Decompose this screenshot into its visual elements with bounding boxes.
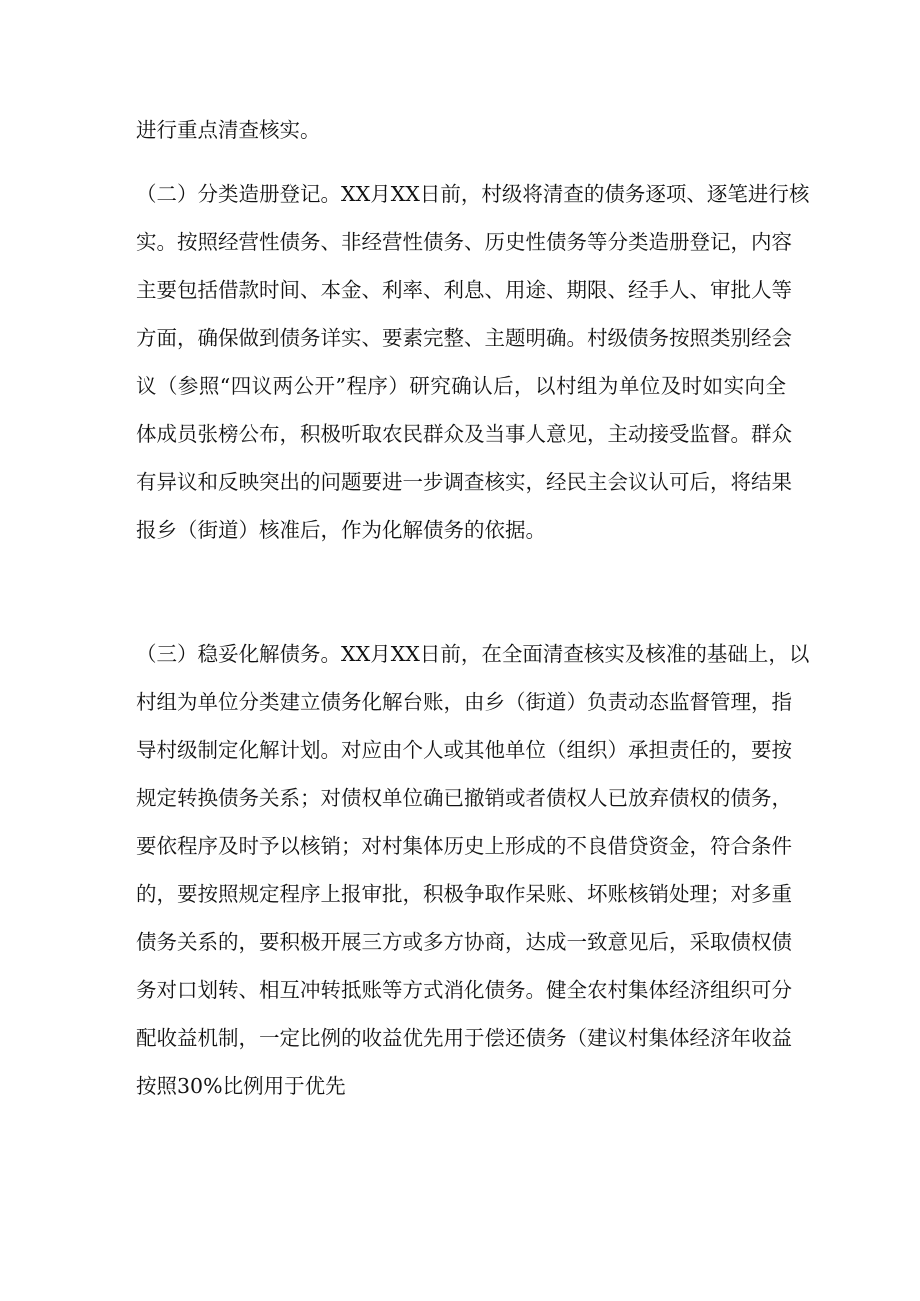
paragraph-2-line-7: 有异议和反映突出的问题要进一步调查核实，经民主会议认可后，将结果 — [136, 470, 792, 494]
paragraph-1-line-1: 进行重点清查核实。 — [136, 118, 321, 142]
paragraph-3-line-8: 务对口划转、相互冲转抵账等方式消化债务。健全农村集体经济组织可分 — [136, 978, 792, 1002]
paragraph-2-line-3: 主要包括借款时间、本金、利率、利息、用途、期限、经手人、审批人等 — [136, 278, 792, 302]
paragraph-2-line-5: 议（参照“四议两公开”程序）研究确认后，以村组为单位及时如实向全 — [136, 374, 786, 398]
paragraph-3-line-1: （三）稳妥化解债务。XX月XX日前，在全面清查核实及核准的基础上，以 — [136, 642, 810, 666]
paragraph-2-line-8: 报乡（街道）核准后，作为化解债务的依据。 — [136, 518, 546, 542]
paragraph-3-line-9: 配收益机制，一定比例的收益优先用于偿还债务（建议村集体经济年收益 — [136, 1026, 792, 1050]
paragraph-3-line-7: 债务关系的，要积极开展三方或多方协商，达成一致意见后，采取债权债 — [136, 930, 792, 954]
paragraph-3-line-5: 要依程序及时予以核销；对村集体历史上形成的不良借贷资金，符合条件 — [136, 834, 792, 858]
paragraph-2-line-4: 方面，确保做到债务详实、要素完整、主题明确。村级债务按照类别经会 — [136, 326, 792, 350]
paragraph-2-line-6: 体成员张榜公布，积极听取农民群众及当事人意见，主动接受监督。群众 — [136, 422, 792, 446]
paragraph-2-line-2: 实。按照经营性债务、非经营性债务、历史性债务等分类造册登记，内容 — [136, 230, 792, 254]
paragraph-3-line-10: 按照30%比例用于优先 — [136, 1074, 346, 1098]
paragraph-2-line-1: （二）分类造册登记。XX月XX日前，村级将清查的债务逐项、逐笔进行核 — [136, 182, 810, 206]
paragraph-3-line-6: 的，要按照规定程序上报审批，积极争取作呆账、坏账核销处理；对多重 — [136, 882, 792, 906]
paragraph-3-line-4: 规定转换债务关系；对债权单位确已撤销或者债权人已放弃债权的债务， — [136, 786, 792, 810]
paragraph-3-line-2: 村组为单位分类建立债务化解台账，由乡（街道）负责动态监督管理，指 — [136, 690, 792, 714]
paragraph-3-line-3: 导村级制定化解计划。对应由个人或其他单位（组织）承担责任的，要按 — [136, 738, 792, 762]
